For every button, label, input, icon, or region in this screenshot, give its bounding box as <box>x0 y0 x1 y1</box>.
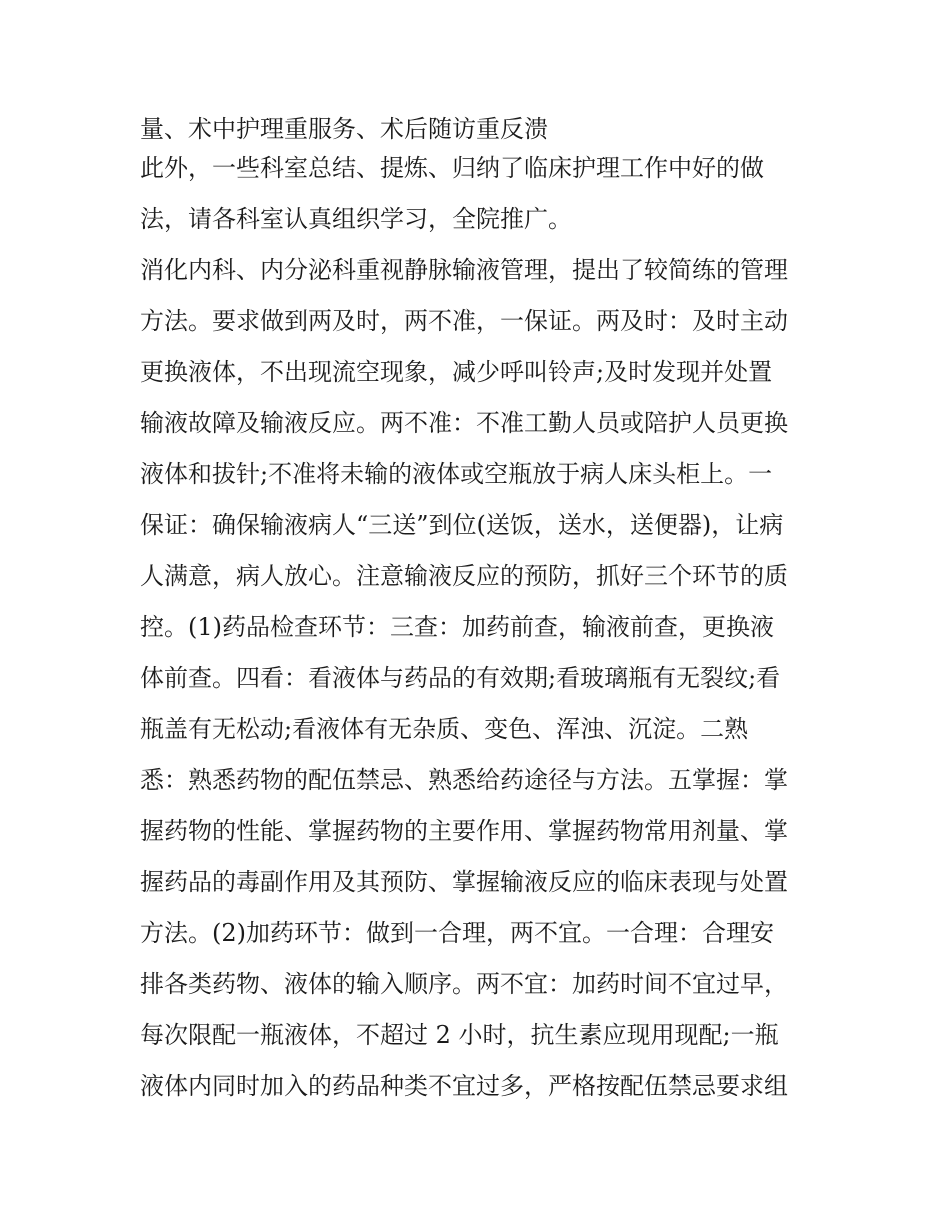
text-line: 量、术中护理重服务、术后随访重反溃 <box>140 115 548 143</box>
text-line: 输液故障及输液反应。两不准：不准工勤人员或陪护人员更换 <box>140 409 788 437</box>
text-line: 液体内同时加入的药品种类不宜过多，严格按配伍禁忌要求组 <box>140 1072 788 1100</box>
text-line: 液体和拔针;不准将未输的液体或空瓶放于病人床头柜上。一 <box>140 460 773 488</box>
text-line: 每次限配一瓶液体，不超过 2 小时，抗生素应现用现配;一瓶 <box>140 1021 779 1049</box>
text-line: 握药物的性能、掌握药物的主要作用、掌握药物常用剂量、掌 <box>140 817 788 845</box>
text-line: 方法。(2)加药环节：做到一合理，两不宜。一合理：合理安 <box>140 919 774 947</box>
text-line: 控。(1)药品检查环节：三查：加药前查，输液前查，更换液 <box>140 613 774 641</box>
text-line: 消化内科、内分泌科重视静脉输液管理，提出了较简练的管理 <box>140 256 788 284</box>
text-line: 此外，一些科室总结、提炼、归纳了临床护理工作中好的做 <box>140 154 764 182</box>
text-line: 排各类药物、液体的输入顺序。两不宜：加药时间不宜过早， <box>140 970 788 998</box>
text-line: 人满意，病人放心。注意输液反应的预防，抓好三个环节的质 <box>140 562 788 590</box>
text-line: 法，请各科室认真组织学习，全院推广。 <box>140 205 572 233</box>
text-line: 方法。要求做到两及时，两不准，一保证。两及时：及时主动 <box>140 307 788 335</box>
text-line: 瓶盖有无松动;看液体有无杂质、变色、浑浊、沉淀。二熟 <box>140 715 749 743</box>
text-line: 体前查。四看：看液体与药品的有效期;看玻璃瓶有无裂纹;看 <box>140 664 781 692</box>
body-text <box>140 110 820 1118</box>
text-line: 握药品的毒副作用及其预防、掌握输液反应的临床表现与处置 <box>140 868 788 896</box>
text-line: 保证：确保输液病人“三送”到位(送饭，送水，送便器)，让病 <box>140 511 784 539</box>
text-line: 悉：熟悉药物的配伍禁忌、熟悉给药途径与方法。五掌握：掌 <box>140 766 788 794</box>
text-line: 更换液体，不出现流空现象，减少呼叫铃声;及时发现并处置 <box>140 358 773 386</box>
